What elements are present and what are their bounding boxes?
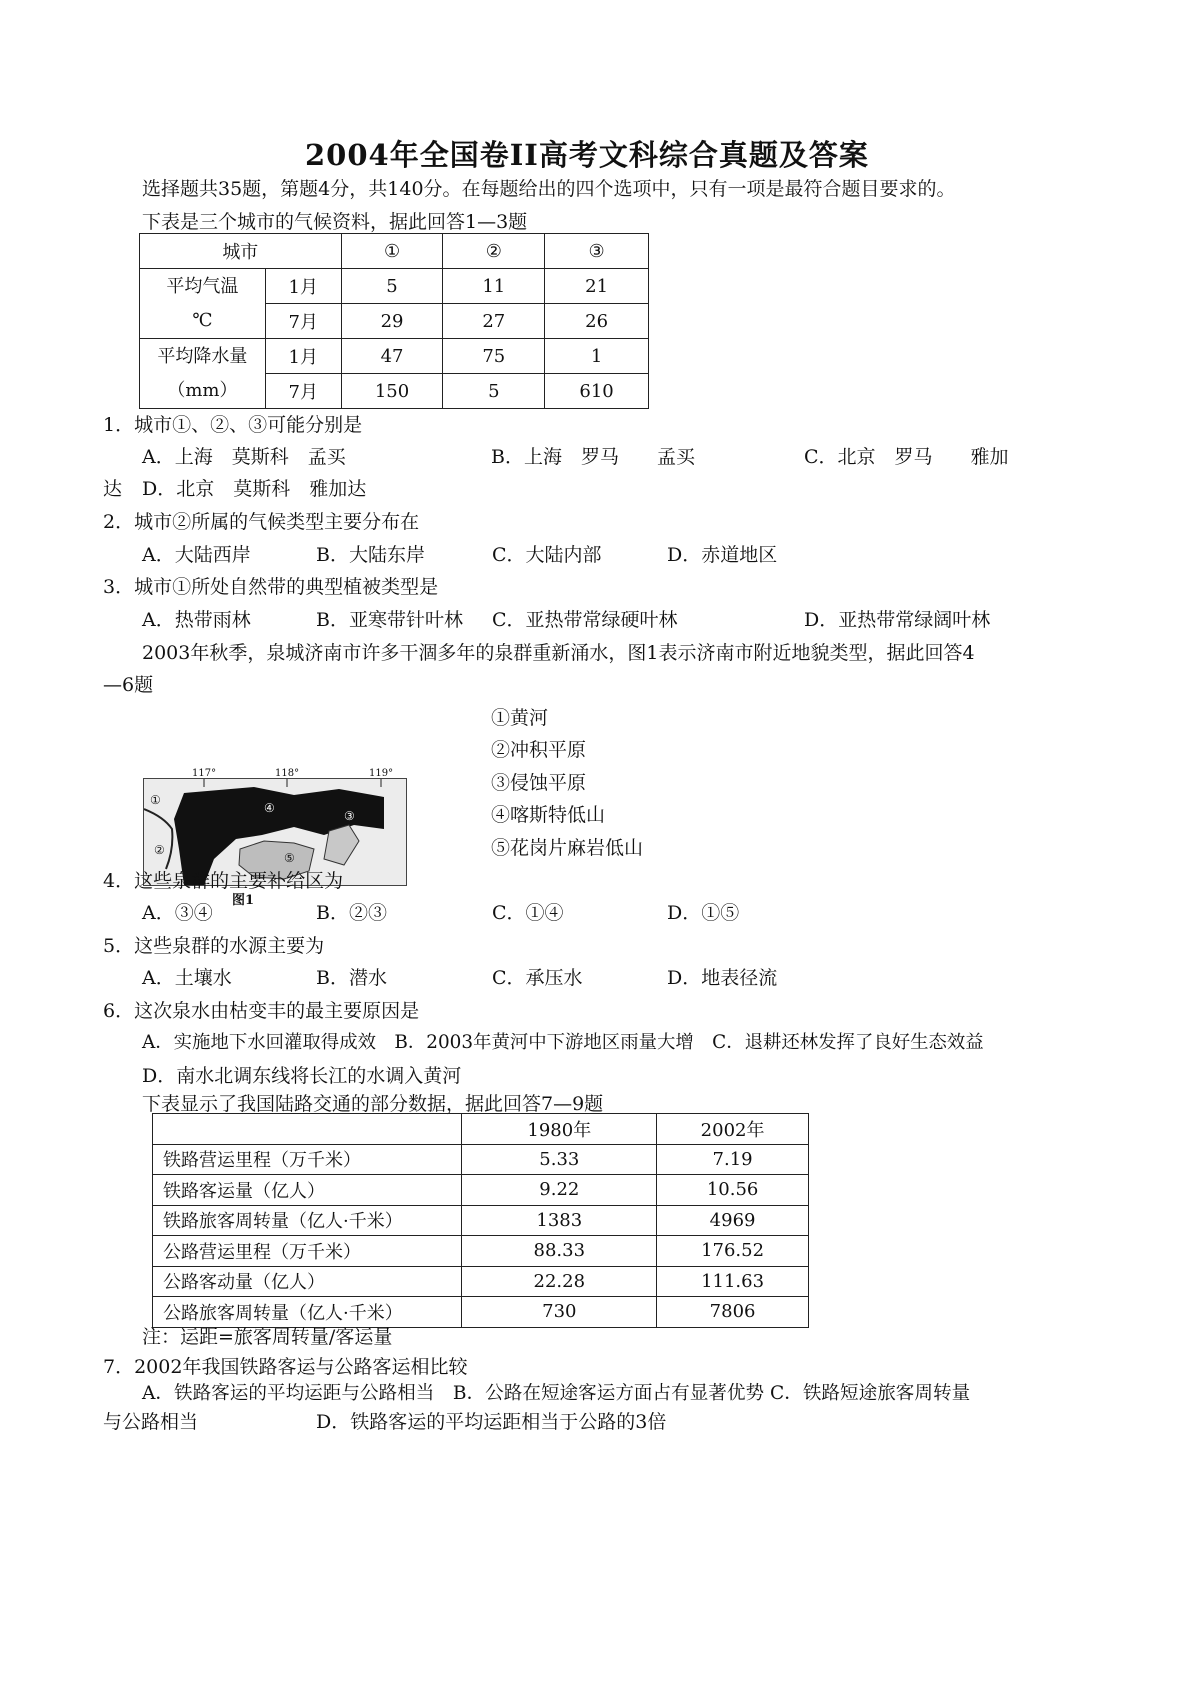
legend-item: ③侵蚀平原 xyxy=(491,772,587,794)
page-title: 2004年全国卷II高考文科综合真题及答案 xyxy=(305,138,869,172)
row-label: 铁路客运量（亿人） xyxy=(153,1175,462,1206)
q4-option-a: A．③④ xyxy=(142,902,213,924)
passage-jinan-line2: —6题 xyxy=(103,674,154,696)
q7-options-line1: A．铁路客运的平均运距与公路相当 B．公路在短途客运方面占有显著优势 C．铁路短途旅客周转量 xyxy=(142,1383,971,1404)
table-row xyxy=(153,1236,809,1267)
table-header: 2002年 xyxy=(657,1114,809,1145)
map-zone-mark: ③ xyxy=(344,809,355,823)
month-jul: 7月 xyxy=(265,374,341,409)
row-label: 公路营运里程（万千米） xyxy=(153,1236,462,1267)
q7-option-d: D．铁路客运的平均运距相当于公路的3倍 xyxy=(316,1411,667,1433)
table-cell: 4969 xyxy=(657,1205,809,1236)
table-row xyxy=(153,1144,809,1175)
q3-stem: 3．城市①所处自然带的典型植被类型是 xyxy=(103,576,439,598)
map-lon-label: 117° xyxy=(192,768,217,779)
table-row xyxy=(153,1266,809,1297)
temp-label: 平均气温 ℃ xyxy=(140,269,266,339)
month-jul: 7月 xyxy=(265,304,341,339)
table-cell: 7806 xyxy=(657,1297,809,1328)
table-cell: 1 xyxy=(545,339,649,374)
table-cell: 21 xyxy=(545,269,649,304)
q2-option-b: B．大陆东岸 xyxy=(316,544,425,566)
q2-option-c: C．大陆内部 xyxy=(492,544,602,566)
header-city-2: ② xyxy=(443,234,545,269)
row-label: 铁路营运里程（万千米） xyxy=(153,1144,462,1175)
table-cell: 22.28 xyxy=(462,1266,657,1297)
q6-options-line2: D．南水北调东线将长江的水调入黄河 xyxy=(142,1065,462,1087)
q1-option-b: B．上海 罗马 孟买 xyxy=(491,446,695,468)
header-city: 城市 xyxy=(140,234,342,269)
table-cell: 26 xyxy=(545,304,649,339)
table-cell: 176.52 xyxy=(657,1236,809,1267)
row-label: 公路旅客周转量（亿人·千米） xyxy=(153,1297,462,1328)
legend-item: ①黄河 xyxy=(491,707,549,729)
intro-text: 选择题共35题，第题4分，共140分。在每题给出的四个选项中，只有一项是最符合题目要求的。 xyxy=(142,178,956,200)
table-row xyxy=(153,1205,809,1236)
q1-option-c-cont: 达 xyxy=(103,478,123,500)
table-row xyxy=(153,1175,809,1206)
row-label: 铁路旅客周转量（亿人·千米） xyxy=(153,1205,462,1236)
table-cell: 9.22 xyxy=(462,1175,657,1206)
transport-table xyxy=(152,1113,809,1328)
q1-option-c: C．北京 罗马 雅加 xyxy=(804,446,1009,468)
table-cell: 111.63 xyxy=(657,1266,809,1297)
climate-table xyxy=(139,233,649,409)
month-jan: 1月 xyxy=(265,339,341,374)
table2-caption: 下表显示了我国陆路交通的部分数据，据此回答7—9题 xyxy=(142,1093,604,1115)
month-jan: 1月 xyxy=(265,269,341,304)
passage-jinan-line1: 2003年秋季，泉城济南市许多干涸多年的泉群重新涌水，图1表示济南市附近地貌类型，据此回答4 xyxy=(142,642,975,664)
header-city-1: ① xyxy=(341,234,443,269)
legend-item: ④喀斯特低山 xyxy=(491,804,606,826)
table-cell: 47 xyxy=(341,339,443,374)
row-label: 公路客动量（亿人） xyxy=(153,1266,462,1297)
table-cell: 88.33 xyxy=(462,1236,657,1267)
q4-stem: 4．这些泉群的主要补给区为 xyxy=(103,870,344,892)
table-cell: 5 xyxy=(443,374,545,409)
map-zone-mark: ① xyxy=(150,793,161,807)
map-zone-mark: ② xyxy=(154,843,165,857)
q4-option-d: D．①⑤ xyxy=(667,902,740,924)
table-cell: 75 xyxy=(443,339,545,374)
table1-caption: 下表是三个城市的气候资料，据此回答1—3题 xyxy=(142,211,528,233)
table-cell: 7.19 xyxy=(657,1144,809,1175)
q5-option-a: A．土壤水 xyxy=(142,967,232,989)
q1-option-d: D．北京 莫斯科 雅加达 xyxy=(142,478,367,500)
q2-option-d: D．赤道地区 xyxy=(667,544,778,566)
table-header xyxy=(153,1114,462,1145)
q5-option-d: D．地表径流 xyxy=(667,967,778,989)
q6-options-line1: A．实施地下水回灌取得成效 B．2003年黄河中下游地区雨量大增 C．退耕还林发挥了良好生态效益 xyxy=(142,1032,984,1053)
table-cell: 11 xyxy=(443,269,545,304)
q5-option-b: B．潜水 xyxy=(316,967,387,989)
q6-stem: 6．这次泉水由枯变丰的最主要原因是 xyxy=(103,1000,420,1022)
q2-option-a: A．大陆西岸 xyxy=(142,544,251,566)
q1-option-a: A．上海 莫斯科 孟买 xyxy=(142,446,346,468)
table-cell: 5.33 xyxy=(462,1144,657,1175)
q3-option-c: C．亚热带常绿硬叶林 xyxy=(492,609,678,631)
q4-option-c: C．①④ xyxy=(492,902,564,924)
q5-stem: 5．这些泉群的水源主要为 xyxy=(103,935,325,957)
q5-option-c: C．承压水 xyxy=(492,967,583,989)
map-zone-mark: ④ xyxy=(264,801,275,815)
legend-item: ⑤花岗片麻岩低山 xyxy=(491,837,644,859)
rain-label: 平均降水量 （mm） xyxy=(140,339,266,409)
table2-note: 注：运距=旅客周转量/客运量 xyxy=(142,1326,393,1348)
table-cell: 27 xyxy=(443,304,545,339)
table-cell: 150 xyxy=(341,374,443,409)
q2-stem: 2．城市②所属的气候类型主要分布在 xyxy=(103,511,420,533)
table-cell: 610 xyxy=(545,374,649,409)
map-zone-mark: ⑤ xyxy=(284,851,295,865)
table-cell: 1383 xyxy=(462,1205,657,1236)
map-lon-label: 118° xyxy=(275,768,300,779)
q3-option-a: A．热带雨林 xyxy=(142,609,251,631)
table-header: 1980年 xyxy=(462,1114,657,1145)
table-cell: 5 xyxy=(341,269,443,304)
header-city-3: ③ xyxy=(545,234,649,269)
table-cell: 29 xyxy=(341,304,443,339)
q1-stem: 1．城市①、②、③可能分别是 xyxy=(103,414,363,436)
map-caption: 图1 xyxy=(232,893,255,908)
q3-option-d: D．亚热带常绿阔叶林 xyxy=(804,609,991,631)
q7-options-line2a: 与公路相当 xyxy=(103,1411,199,1433)
q4-option-b: B．②③ xyxy=(316,902,387,924)
table-cell: 10.56 xyxy=(657,1175,809,1206)
map-lon-label: 119° xyxy=(369,768,394,779)
legend-item: ②冲积平原 xyxy=(491,739,587,761)
q3-option-b: B．亚寒带针叶林 xyxy=(316,609,463,631)
table-cell: 730 xyxy=(462,1297,657,1328)
q7-stem: 7．2002年我国铁路客运与公路客运相比较 xyxy=(103,1356,468,1378)
